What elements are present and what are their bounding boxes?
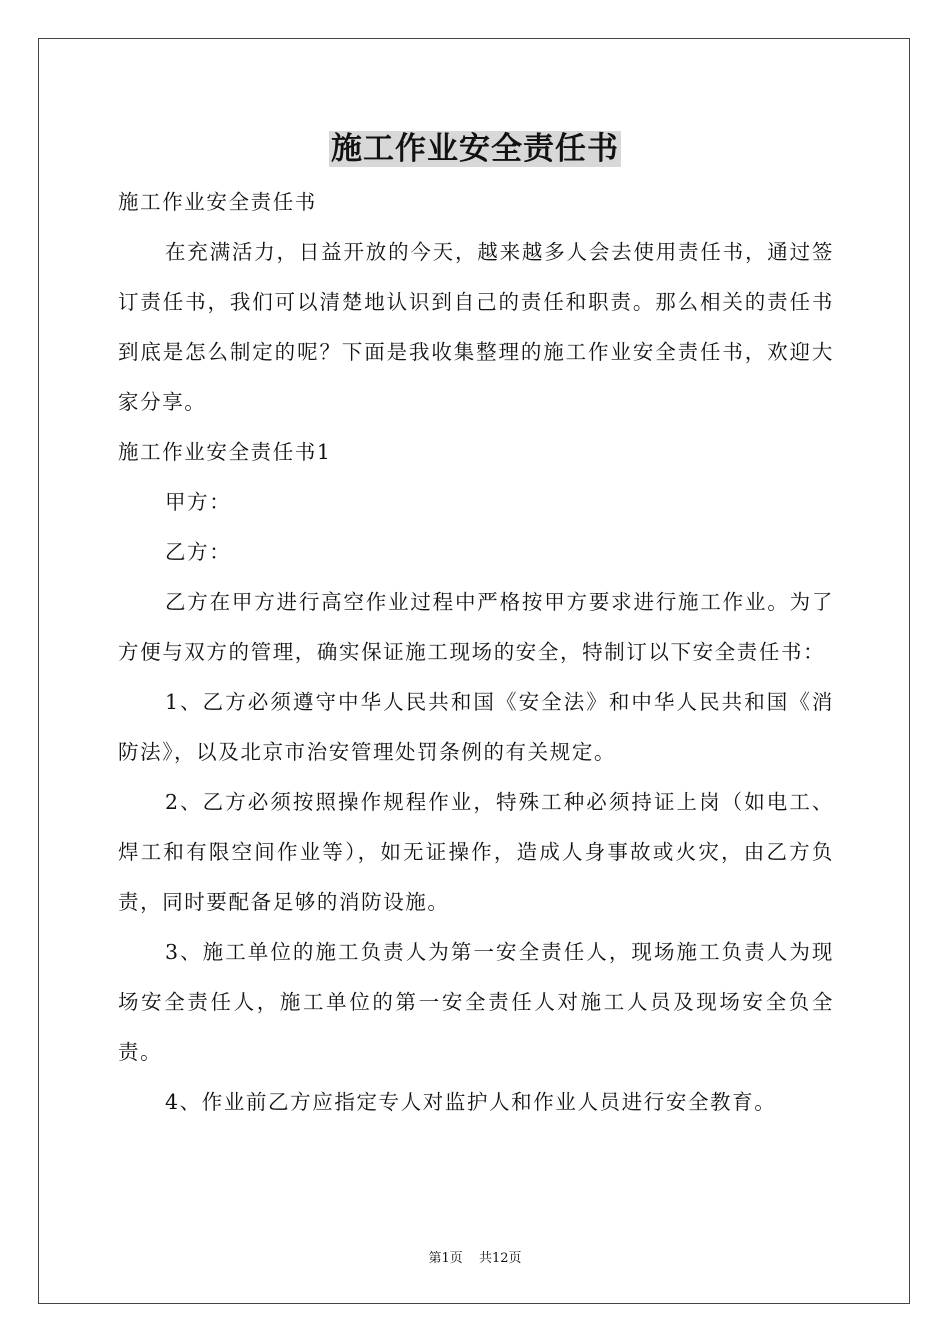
- document-title-text: 施工作业安全责任书: [331, 131, 619, 167]
- document-title: [0, 126, 950, 172]
- clause-paragraph: 2、乙方必须按照操作规程作业，特殊工种必须持证上岗（如电工、焊工和有限空间作业等），如无证操作，造成人身事故或火灾，由乙方负责，同时要配备足够的消防设施。: [118, 790, 834, 914]
- page-number: 第1页: [428, 1251, 463, 1266]
- document-body: [118, 177, 834, 1127]
- section-heading: 施工作业安全责任书: [118, 190, 317, 214]
- preamble-paragraph: 乙方在甲方进行高空作业过程中严格按甲方要求进行施工作业。为了方便与双方的管理，确实保证施工现场的安全，特制订以下安全责任书：: [118, 590, 834, 664]
- page-total: 共12页: [478, 1251, 522, 1266]
- intro-paragraph: 在充满活力，日益开放的今天，越来越多人会去使用责任书，通过签订责任书，我们可以清楚地认识到自己的责任和职责。那么相关的责任书到底是怎么制定的呢？下面是我收集整理的施工作业安全责任书，欢迎大家分享。: [118, 240, 834, 414]
- clause-paragraph: 3、施工单位的施工负责人为第一安全责任人，现场施工负责人为现场安全责任人，施工单位的第一安全责任人对施工人员及现场安全负全责。: [118, 940, 834, 1064]
- party-a-line: 甲方：: [165, 490, 232, 514]
- clause-paragraph: 1、乙方必须遵守中华人民共和国《安全法》和中华人民共和国《消防法》，以及北京市治安管理处罚条例的有关规定。: [118, 690, 834, 764]
- party-b-line: 乙方：: [165, 540, 232, 564]
- section-heading: 施工作业安全责任书1: [118, 440, 332, 464]
- page-footer: [0, 1250, 950, 1268]
- clause-paragraph: 4、作业前乙方应指定专人对监护人和作业人员进行安全教育。: [165, 1090, 777, 1114]
